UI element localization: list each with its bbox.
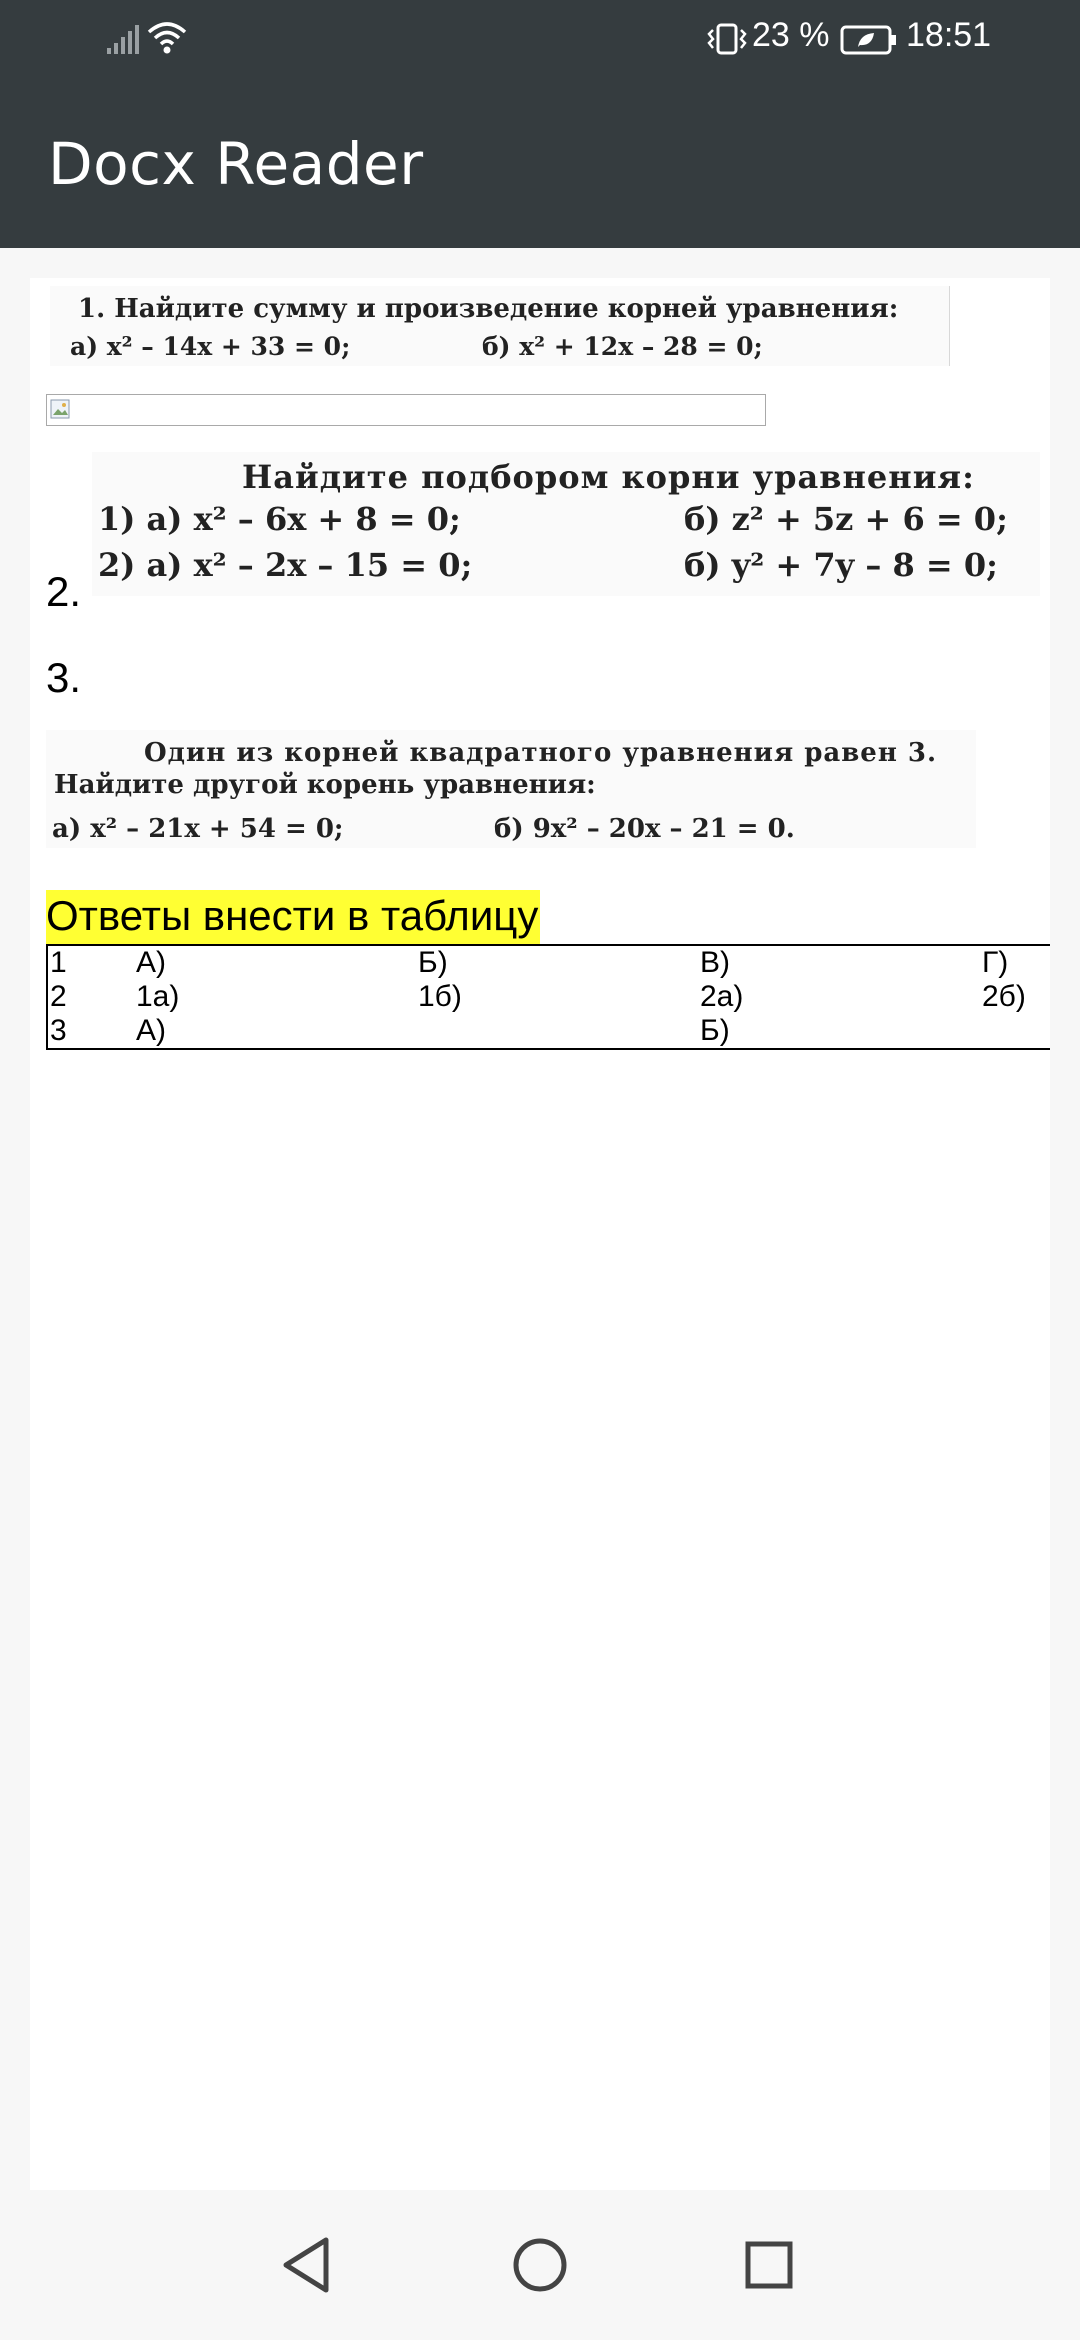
table-cell: А) bbox=[136, 946, 166, 979]
broken-image-placeholder bbox=[46, 394, 766, 426]
back-icon[interactable] bbox=[264, 2220, 354, 2310]
task-3-image bbox=[46, 730, 976, 848]
task-1-equation-a: а) x² – 14x + 33 = 0; bbox=[70, 332, 351, 361]
task-1-heading: 1. Найдите сумму и произведение корней уравнения: bbox=[78, 294, 899, 324]
table-cell: Б) bbox=[418, 946, 448, 979]
list-number-3: 3. bbox=[46, 654, 82, 701]
table-cell: 1б) bbox=[418, 980, 462, 1013]
task-2-equation-2b: б) y² + 7y – 8 = 0; bbox=[684, 546, 998, 584]
task-2-equation-1a: 1) а) x² – 6x + 8 = 0; bbox=[98, 500, 461, 538]
answers-table bbox=[46, 944, 1050, 1050]
task-3-equation-a: а) x² – 21x + 54 = 0; bbox=[52, 814, 344, 844]
wifi-icon bbox=[146, 20, 188, 56]
signal-icon bbox=[106, 22, 140, 56]
task-3-heading-line-1: Один из корней квадратного уравнения равен 3. bbox=[144, 738, 938, 768]
table-cell: Г) bbox=[982, 946, 1009, 979]
app-bar bbox=[0, 78, 1080, 248]
task-2-heading: Найдите подбором корни уравнения: bbox=[242, 458, 975, 496]
table-cell: 1 bbox=[50, 946, 67, 979]
task-3-heading-line-2: Найдите другой корень уравнения: bbox=[54, 770, 596, 800]
task-1-equation-b: б) x² + 12x – 28 = 0; bbox=[482, 332, 763, 361]
document-page bbox=[30, 278, 1050, 2190]
battery-percent: 23 % bbox=[752, 16, 830, 54]
clock: 18:51 bbox=[906, 16, 992, 54]
answers-heading: Ответы внести в таблицу bbox=[46, 890, 540, 944]
task-1-image bbox=[50, 286, 950, 366]
table-cell: В) bbox=[700, 946, 730, 979]
table-cell: 2 bbox=[50, 980, 67, 1013]
task-2-equation-1b: б) z² + 5z + 6 = 0; bbox=[684, 500, 1008, 538]
table-cell: 1а) bbox=[136, 980, 180, 1013]
table-cell: 2а) bbox=[700, 980, 744, 1013]
table-cell: Б) bbox=[700, 1014, 730, 1047]
status-bar bbox=[0, 0, 1080, 78]
table-cell: 3 bbox=[50, 1014, 67, 1047]
task-3-equation-b: б) 9x² – 20x – 21 = 0. bbox=[494, 814, 795, 844]
task-2-equation-2a: 2) а) x² – 2x – 15 = 0; bbox=[98, 546, 473, 584]
navigation-bar bbox=[0, 2190, 1080, 2340]
list-number-2: 2. bbox=[46, 568, 82, 615]
table-cell: 2б) bbox=[982, 980, 1026, 1013]
task-2-image bbox=[92, 452, 1040, 596]
table-row bbox=[48, 1014, 1050, 1048]
broken-image-icon bbox=[50, 399, 72, 421]
app-title: Docx Reader bbox=[48, 130, 424, 198]
table-row bbox=[48, 946, 1050, 980]
vibrate-icon bbox=[704, 22, 750, 56]
recents-icon[interactable] bbox=[724, 2220, 814, 2310]
table-cell: А) bbox=[136, 1014, 166, 1047]
battery-saver-icon bbox=[840, 24, 898, 56]
table-row bbox=[48, 980, 1050, 1014]
home-icon[interactable] bbox=[495, 2220, 585, 2310]
